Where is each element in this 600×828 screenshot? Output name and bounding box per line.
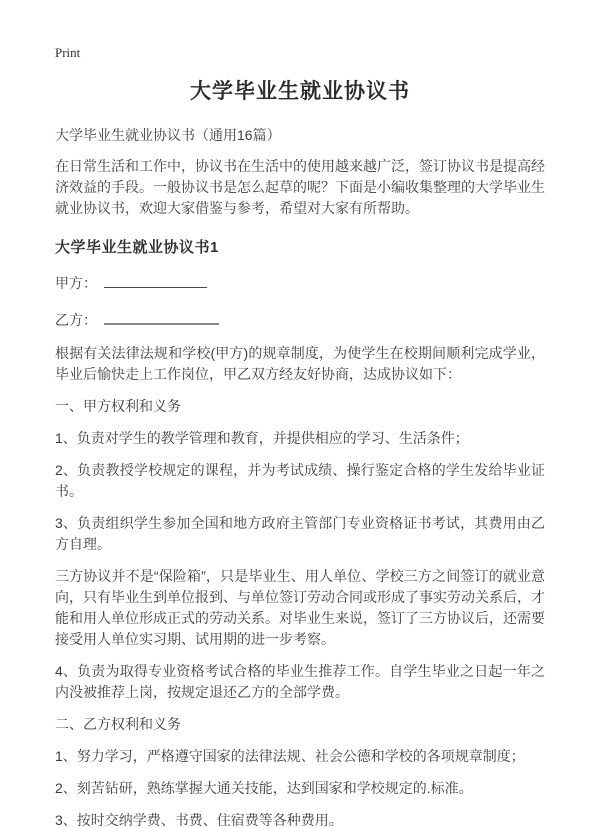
party-b-row — [55, 308, 545, 331]
clause-a4: 4、负责为取得专业资格考试合格的毕业生推荐工作。自学生毕业之日起一年之内没被推荐上岗，按规定退还乙方的全部学费。 — [55, 663, 545, 700]
party-b-blank-field — [104, 308, 219, 325]
clause-b3: 3、按时交纳学费、书费、住宿费等各种费用。 — [55, 812, 343, 828]
clause-a2: 2、负责教授学校规定的课程，并为考试成绩、操行鉴定合格的学生发给毕业证书。 — [55, 462, 545, 499]
agreement-section-heading: 大学毕业生就业协议书1 — [55, 239, 219, 256]
clause-a1: 1、负责对学生的教学管理和教育，并提供相应的学习、生活条件； — [55, 430, 469, 446]
print-button[interactable]: Print — [55, 45, 81, 60]
section-heading-party-a-rights: 一、甲方权利和义务 — [55, 398, 181, 414]
section-heading-party-b-rights: 二、乙方权利和义务 — [55, 716, 181, 732]
paragraph-list — [55, 343, 545, 828]
document-title: 大学毕业生就业协议书 — [190, 80, 410, 103]
party-b-label: 乙方： — [55, 312, 97, 328]
clause-a3: 3、负责组织学生参加全国和地方政府主管部门专业资格证书考试，其费用由乙方自理。 — [55, 515, 545, 552]
party-a-label: 甲方： — [55, 275, 97, 291]
paragraph-preamble: 根据有关法律法规和学校(甲方)的规章制度，为使学生在校期间顺利完成学业，毕业后愉快走上工作岗位，甲乙双方经友好协商，达成协议如下： — [55, 345, 545, 382]
intro-paragraph: 在日常生活和工作中，协议书在生活中的使用越来越广泛，签订协议书是提高经济效益的手段。一般协议书是怎么起草的呢？下面是小编收集整理的大学毕业生就业协议书，欢迎大家借鉴与参考，希望对大家有所帮助。 — [55, 158, 545, 216]
party-a-blank-field — [104, 272, 207, 288]
party-a-row — [55, 272, 545, 294]
document-subtitle: 大学毕业生就业协议书（通用16篇） — [55, 127, 281, 143]
paragraph-three-party-note: 三方协议并不是“保险箱”，只是毕业生、用人单位、学校三方之间签订的就业意向，只有毕业生到单位报到、与单位签订劳动合同或形成了事实劳动关系后，才能和用人单位形成正式的劳动关系。对毕业生来说，签订了三方协议后，还需要接受用人单位实习期、试用期的进一步考察。 — [55, 568, 545, 647]
clause-b1: 1、努力学习，严格遵守国家的法律法规、社会公德和学校的各项规章制度； — [55, 748, 525, 764]
clause-b2: 2、刻苦钻研，熟练掌握大通关技能，达到国家和学校规定的.标准。 — [55, 780, 473, 796]
